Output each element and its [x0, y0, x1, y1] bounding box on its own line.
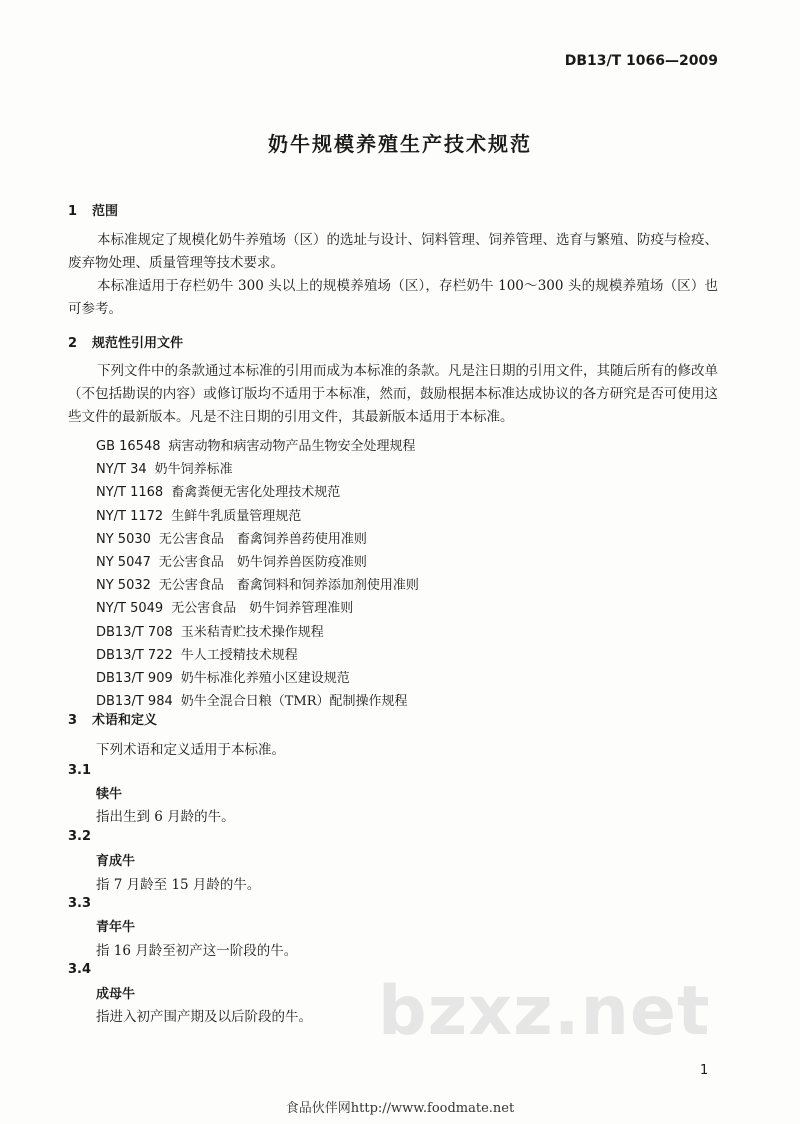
- term-definition: 指出生到 6 月龄的牛。: [96, 809, 235, 825]
- section-title: 规范性引用文件: [92, 336, 184, 351]
- reference-code: DB13/T 722: [96, 647, 173, 663]
- reference-code: NY/T 1172: [96, 508, 164, 524]
- reference-name: 玉米秸青贮技术操作规程: [180, 624, 324, 640]
- section-title: 术语和定义: [92, 713, 158, 728]
- paragraph: 下列文件中的条款通过本标准的引用而成为本标准的条款。凡是注日期的引用文件，其随后所有的修改单（不包括勘误的内容）或修订版均不适用于本标准，然而，鼓励根据本标准达成协议的各方研究是否可使用这些文件的最新版本。凡是不注日期的引用文件，其最新版本适用于本标准。: [68, 363, 718, 425]
- paragraph: 本标准规定了规模化奶牛养殖场（区）的选址与设计、饲料管理、饲养管理、选育与繁殖、防疫与检疫、废弃物处理、质量管理等技术要求。: [68, 232, 718, 271]
- reference-code: DB13/T 984: [96, 694, 173, 710]
- reference-code: NY/T 1168: [96, 485, 164, 501]
- list-item: [96, 528, 419, 551]
- term-definition: 指 16 月龄至初产这一阶段的牛。: [96, 943, 298, 959]
- reference-name: 奶牛标准化养殖小区建设规范: [180, 670, 350, 686]
- normative-reference-list: [96, 435, 419, 713]
- reference-code: NY/T 34: [96, 462, 147, 478]
- section-3-heading: [68, 709, 157, 728]
- term-name: 青年牛: [96, 920, 136, 935]
- footer-source: 食品伙伴网http://www.foodmate.net: [285, 1101, 515, 1116]
- section-2-heading: [68, 332, 183, 351]
- list-item: [96, 621, 419, 644]
- list-item: [96, 505, 419, 528]
- list-item: [96, 574, 419, 597]
- list-item: [96, 667, 419, 690]
- reference-name: 无公害食品 畜禽饲料和饲养添加剂使用准则: [158, 578, 419, 594]
- reference-name: 奶牛饲养标准: [154, 462, 233, 478]
- list-item: [96, 597, 419, 620]
- reference-name: 奶牛全混合日粮（TMR）配制操作规程: [180, 694, 408, 710]
- reference-name: 无公害食品 奶牛饲养兽医防疫准则: [158, 554, 367, 570]
- reference-code: NY/T 5049: [96, 601, 164, 617]
- reference-code: GB 16548: [96, 439, 161, 454]
- term-definition: 指进入初产围产期及以后阶段的牛。: [96, 1009, 312, 1025]
- page-number: 1: [700, 1063, 709, 1078]
- term-definition: 指 7 月龄至 15 月龄的牛。: [96, 877, 261, 893]
- reference-name: 生鲜牛乳质量管理规范: [171, 508, 302, 524]
- reference-code: NY 5032: [96, 578, 151, 594]
- document-title: 奶牛规模养殖生产技术规范: [268, 132, 532, 156]
- reference-name: 无公害食品 畜禽饲养兽药使用准则: [158, 531, 367, 547]
- reference-code: NY 5047: [96, 554, 151, 570]
- reference-name: 病害动物和病害动物产品生物安全处理规程: [168, 439, 416, 454]
- reference-code: NY 5030: [96, 531, 151, 547]
- reference-name: 牛人工授精技术规程: [180, 647, 298, 663]
- section-1-heading: [68, 200, 118, 219]
- term-number: 3.1: [68, 763, 92, 778]
- section-intro: 下列术语和定义适用于本标准。: [96, 742, 285, 758]
- section-title: 范围: [92, 204, 119, 219]
- term-name: 育成牛: [96, 854, 136, 869]
- list-item: [96, 458, 419, 481]
- list-item: [96, 435, 419, 458]
- section-number: 2: [68, 336, 78, 351]
- reference-name: 畜禽粪便无害化处理技术规范: [171, 485, 341, 501]
- list-item: [96, 644, 419, 667]
- standard-code: DB13/T 1066—2009: [564, 53, 718, 69]
- term-number: 3.4: [68, 962, 92, 977]
- section-number: 3: [68, 713, 78, 728]
- paragraph: 本标准适用于存栏奶牛 300 头以上的规模养殖场（区），存栏奶牛 100～300 头的规模养殖场（区）也可参考。: [68, 278, 718, 317]
- term-name: 犊牛: [96, 787, 123, 802]
- section-number: 1: [68, 204, 78, 219]
- watermark: bzxz.net: [378, 972, 711, 1051]
- term-number: 3.2: [68, 829, 92, 844]
- reference-name: 无公害食品 奶牛饲养管理准则: [171, 601, 354, 617]
- term-number: 3.3: [68, 896, 92, 911]
- list-item: [96, 481, 419, 504]
- term-name: 成母牛: [96, 987, 136, 1002]
- reference-code: DB13/T 909: [96, 670, 173, 686]
- reference-code: DB13/T 708: [96, 624, 173, 640]
- list-item: [96, 551, 419, 574]
